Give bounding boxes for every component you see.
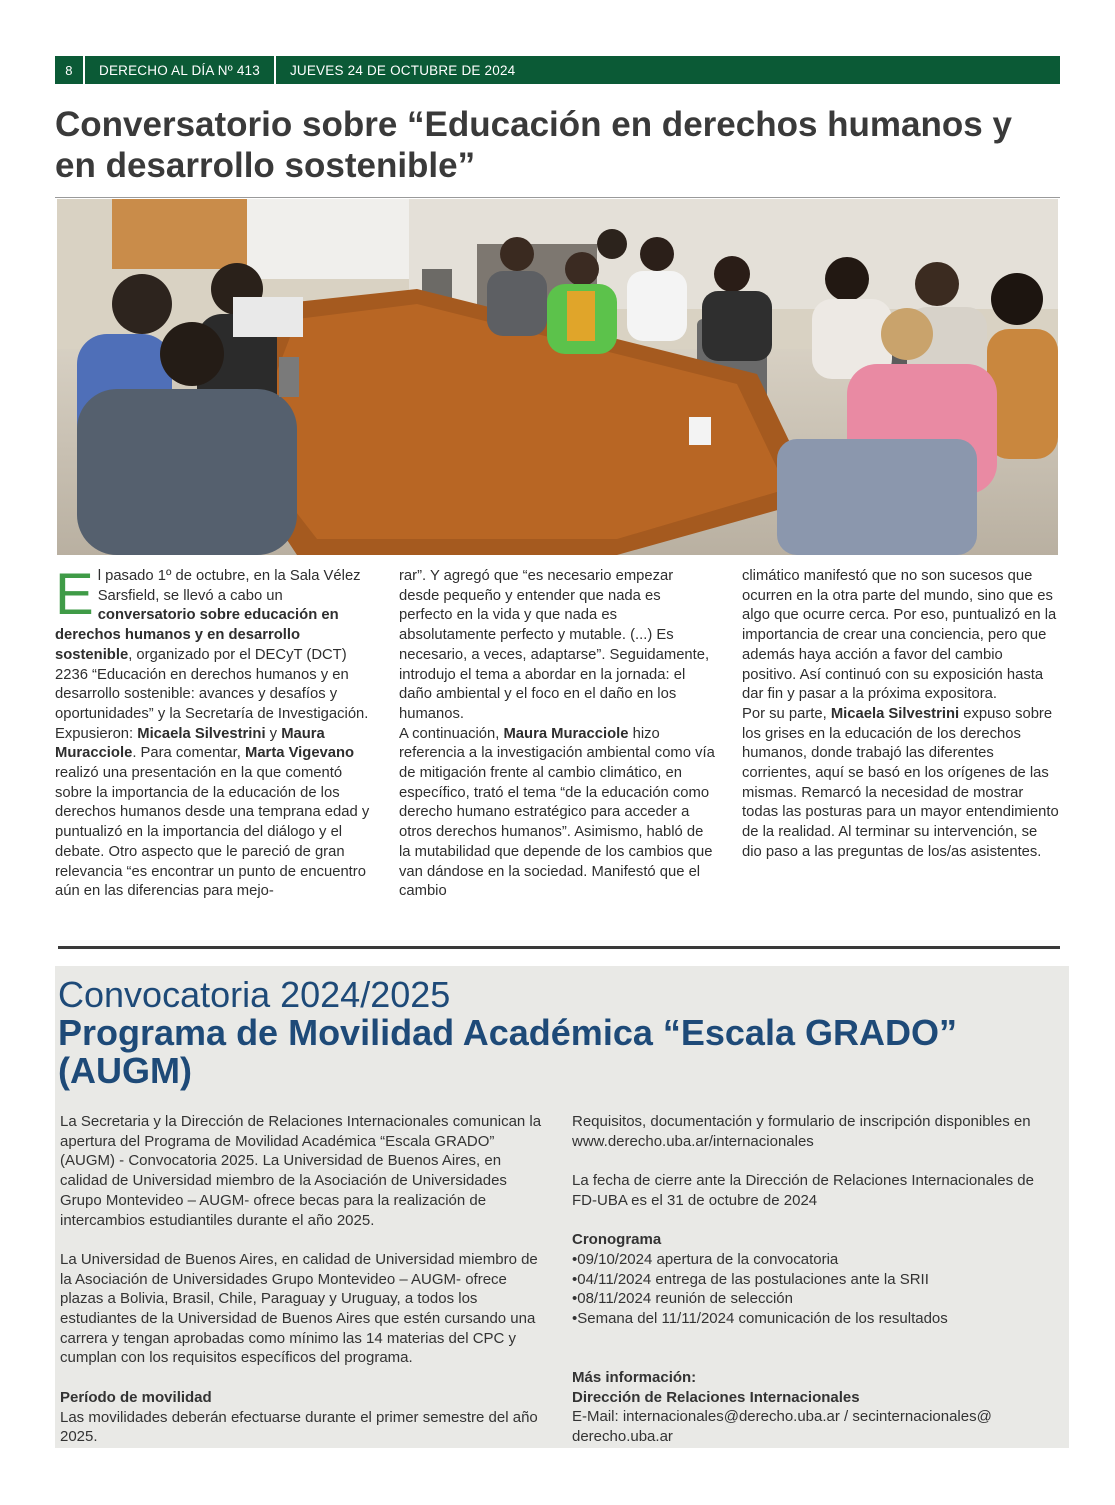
text-run: . Para comentar, [132,745,245,762]
text-run: y [265,725,282,742]
paragraph: La Secretaria y la Dirección de Relaciones Internacionales comunican la apertura del Programa de Movilidad Académica “Escala GRADO” (AUGM) - Convocatoria 2025. La Universidad de Buenos Aires, en calidad de Universidad miembro de la Asociación de Universidades Grupo Montevideo – AUGM- ofrece becas para la realización de intercambios estudiantiles durante el año 2025. [60,1113,542,1229]
article-column-3 [742,567,1060,863]
article-column-2 [399,567,717,902]
section-divider [58,946,1060,949]
schedule-item: •04/11/2024 entrega de las postulaciones ante la SRII [572,1270,929,1288]
announcement-title: Programa de Movilidad Académica “Escala GRADO” (AUGM) [58,1012,957,1091]
publication-name: DERECHO AL DÍA Nº 413 [85,56,276,84]
article-photo [57,199,1058,555]
title-divider [55,197,1060,198]
speaker-name: Marta Vigevano [245,745,355,762]
text-run: A continuación, [399,725,504,742]
text-run-bold: conversatorio sobre educación en derechos humanos y en desarrollo sostenible [55,607,339,663]
article-title: Conversatorio sobre “Educación en derechos humanos y en desarrollo sostenible” [55,105,1012,185]
issue-date: JUEVES 24 DE OCTUBRE DE 2024 [289,62,516,78]
announcement-right-column [572,1112,1052,1447]
speaker-name: Micaela Silvestrini [137,725,266,742]
speaker-name: Maura Muracciole [55,725,325,762]
contact-email[interactable]: E-Mail: internacionales@derecho.uba.ar / secinternacionales@ derecho.uba.ar [572,1408,992,1446]
drop-cap: E [55,562,94,627]
more-info-heading: Más información: [572,1369,697,1387]
text-run: expuso sobre los grises en la educación de los derechos humanos, donde trabajó las diferentes corrientes, aquí se basó en los orígenes de las mismas. Remarcó la necesidad de mostrar todas las posturas para un mayor entendimiento de la realidad. Al terminar su intervención, se dio paso a las preguntas de los/as asistentes. [742,705,1059,860]
paragraph: La Universidad de Buenos Aires, en calidad de Universidad miembro de la Asociación de Universidades Grupo Montevideo – AUGM- ofrece plazas a Bolivia, Brasil, Chile, Paraguay y Uruguay, a todos los estudiantes de la Universidad de Buenos Aires que estén cursando una carrera y tengan aprobadas como mínimo las 14 materias del CPC y cumplan con los requisitos específicos del programa. [60,1250,538,1367]
period-heading: Período de movilidad [60,1388,212,1406]
announcement-left-column [60,1112,550,1447]
speaker-name: Maura Muracciole [503,725,629,742]
page-header [55,56,1060,84]
paragraph: climático manifestó que no son sucesos que ocurren en la otra parte del mundo, sino que es algo que ocurre cerca. Por eso, puntualizó en la importancia de crear una conciencia, pero que además haya acción a favor del cambio positivo. Así continuó con su exposición hasta dar fin y pasar a la próxima expositora. [742,568,1057,703]
speaker-name: Micaela Silvestrini [830,705,960,722]
text-run: Por su parte, [742,705,831,722]
period-text: Las movilidades deberán efectuarse durante el primer semestre del año 2025. [60,1408,538,1446]
text-run: realizó una presentación en la que comentó sobre la importancia de la educación de los derechos humanos desde una temprana edad y puntualizó en la importancia del diálogo y el debate. Otro aspecto que le pareció de gran relevancia “es encontrar un punto de encuentro aún en las diferencias para mejo- [55,765,370,900]
schedule-item: •09/10/2024 apertura de la convocatoria [572,1250,839,1268]
deadline-text: La fecha de cierre ante la Dirección de Relaciones Internacionales de FD-UBA es el 31 de octubre de 2024 [572,1172,1034,1209]
text-run: l pasado 1º de octubre, en la Sala Vélez Sarsfield, se llevó a cabo un [97,568,361,604]
text-run: hizo referencia a la investigación ambiental como vía de mitigación frente al cambio climático, en específico, trató el tema “de la educación como derecho humano estratégico para acceder a otros derechos humanos”. Asimismo, habló de la mutabilidad que depende de los cambios que van dándose en la sociedad. Manifestó que el cambio [399,725,715,900]
article-column-1 [55,562,373,902]
requirements-text: Requisitos, documentación y formulario de inscripción disponibles en www.derecho.uba.ar/internacionales [572,1113,1031,1150]
office-name: Dirección de Relaciones Internacionales [572,1388,860,1406]
schedule-item: •Semana del 11/11/2024 comunicación de los resultados [572,1310,948,1327]
paragraph: rar”. Y agregó que “es necesario empezar desde pequeño y entender que nada es perfecto en la vida y que nada es absolutamente perfecto y mutable. (...) Es necesario, a veces, adaptarse”. Seguidamente, introdujo el tema a abordar en la jornada: el daño ambiental y el foco en el daño en los humanos. [399,568,710,722]
schedule-item: •08/11/2024 reunión de selección [572,1290,793,1308]
announcement-kicker: Convocatoria 2024/2025 [58,974,451,1015]
page-number: 8 [55,56,85,84]
schedule-heading: Cronograma [572,1231,662,1249]
text-run: , organizado por el DECyT (DCT) 2236 “Educación en derechos humanos y en desarrollo sostenible: avances y desafíos y oportunidades” y la Secretaría de Investigación. Expusieron: [55,646,369,742]
